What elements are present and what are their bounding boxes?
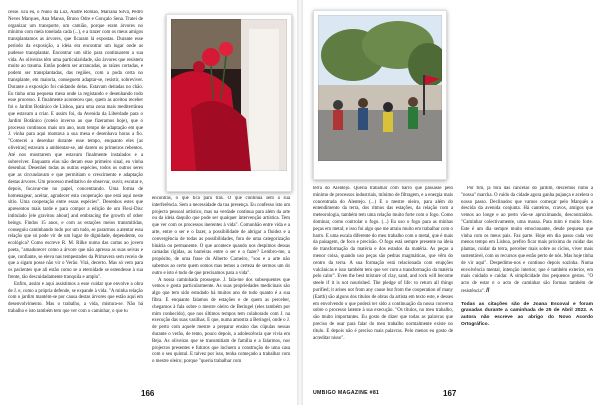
paragraph: cesse. Era eu, o Nuno da Luz, André Romão, Mariana Silva, Pedro Neves Marques, Ana Manso, Bruno Odre e Gonçalo Sena. Tratei de organizar um transporte, um camião, porque eram árvores no mínimo com meia tonelada cada (...), e a trazer com os meus amigos transplantamos as árvores, que ficaram lá expostas. Durante esse período da exposição, a ideia era encontrar um lugar onde as pudesse transplantar. Encontrar um sítio para continuarem a sua vida. As oliveiras têm uma particularidade, são árvores que resistem muito ao trauma. Então podem ser arrancadas, as raízes cortadas, e podem ser transplantadas, das regiões, com a poda certa no transplante, em maioria, conseguem adaptar-se, resistir, sobreviver. Durante a exposição foi cuidando delas. Estavam deitadas no chão. Eu tinha uma pequena mesa onde ia registando e desenhando todo esse processo. E finalmente aconteceu que, quem as aceitou receber foi o Jardim Botânico de Lisboa, para uma zona mais mediterrânea que estavam a criar. E assim foi, da Avenida da Liberdade para o Jardim Botânico (coteio inverso ao que fizeramos hoje), que o processo continuou mais um ano, num tempo de adaptação em que J. vinha para aqui montava a sua mesa e desenhava horas a fio. "Comecei a desenhar durante esse tempo, enquanto eles [as oliveiras] estavam a ambientar-se, até darem os primeiros rebentos. Até nos mostrarem que estavam finalmente instalados e a sobreviver. Enquanto elas não deram esse primeiro sinal, eu vinha desenhar. Desenhei todas as outras espécies, todos os outros seres que as circundavam e que permitiam o crescimento e adaptação destas árvores. Um processo meditativo de observar, ouvir, escutar e, depois, focavar-me no papel, concentrando. Uma forma de homenagear, aceitar, agradecer esta cooperação que está aqui neste sítio. Uma cooperação entre essas espécies". Desenhos estes que apresentou mais tarde e para compor a edição de um Flexi-Disc intitulado [ele gravitou about] and embracing the growth of other beings. Findos 15 anos, e com as estações meios transmitidas, conseguiu caminhando tudo por um tudo, se pararmos a atentar essa relação que só pode vir de um lugar de dignidade, dependente, ou ecológica? Como escreve R. M. Rilke numa das cartas ao jovem poeta, "amadurecer como a árvore que não apressa as suas seivas e que, confiante, se eleva nas tempestades da Primavera sem receio de que a sigam posse não vir o Verão. Virá, decerto. Mas só vem para os pacientes que ali estão como se a eternidade se estendesse à sua frente, tão descuidadamente tranquila e ampla". [8, 10, 143, 281]
right-page [303, 0, 600, 405]
caption: Todas as citações são de Joana Escoval e foram gravadas durante a caminhada de 25 de Abril 2022. A autora não escreve ao abrigo do Novo Acordo Ortográfico. [461, 301, 593, 327]
paragraph: terra do Alentejo. Queria trabalhar com barro que passasse pelo mínimo de processos industriais, mínimo de filtragem, e a energia mais concentrada do Alentejo. (...) E o mestre oleiro, para além do entendimento da terra, dos ritmos das estações, da relação com a meteorologia, também tem uma relação muito forte com o fogo. Como dominar, como controlar o fogo. (...) Eu uso o fogo para as minhas peças em metal; e isso foi algo que me atraiu muito em trabalhar com o barro. E uma escala diferente do meu trabalho com o metal, que é mais da paisagem, de foco e precisão. O fogo está sempre presente na ideia de transformação da matéria e dos estados da matéria. As peças a menor coisa, quando uso peças são pedras magmáticas, que vêm do centro da terra. A sua formação está relacionada com erupções vulcânicas e isso também tem que ver com a transformação da matéria pelo calor". Even the best mixture of clay, sand, and rock will become steele if it is not nourished. The pledge of life: to return all things purified; it arises not from any cause but from the cooperation of many (Earth) são alguns dos títulos de obras da artista em texto este, e desses em envolvendo o que poderá ter sido a continuação da nossa conversa sobre o processo latente à sua execução. "Os títulos, no meu trabalho, são muito importantes. Eu gosto de dizer que todas as palavras que preciso de usar para falar do meu trabalho normalmente existe no título. E depois não é preciso mais palavras. Pelo menos eu gosto de acreditar nisso". [313, 186, 453, 341]
paragraph: encontras, o que fica para trás. O que continua sem a sua interferência. Sem a necessidade da tua presença. Eu confesso isto um projecto pessoal artístico, mas na verdade continua para além da arte ou da ideia daquilo que pode ser qualquer intervenção artística. Tem que ver com os processos inerentes à vida". Comunhão entre vida e a arte, entre o ser e o fazer, a possibilidade de abrigar a fluidez e a convergência de todas as possibilidades, fora de uma categorização binária ou permanente. O que acontece quando nos despimos dessas camadas rígidas, as barreiras entre o ser e o fazer? Lembro-me, a propósito, de uma frase do Alberto Carneiro, "sou e a arte não sabemos ao certo quem somos mas temos a certeza de sermos um do outro e isto é tudo de que precisamos para a vida". [152, 196, 290, 276]
paragraph [461, 186, 593, 296]
right-photo-polaroid [313, 10, 447, 180]
right-column-1 [313, 186, 453, 384]
paragraph: A nossa caminhada prossegue. J. fala-me dos subsequentes que vemos e gosta particularmente. As suas propriedades medicinais são algo que tem sido estudado há muitos ano de tudo quanto é a sua fibra. E enquanto falamos de estações e de quem as perceber, chegamos à fala sobre o mestre oleiro de Beringel (eles também por mim conhecido), que nos últimos tempos tem colaborado com J. na execução das suas vasilhas. E que, numa amostra a Beringel, onde o J. de perto com aquele mestre a preparar ensino das cúpulas nessas durante o verão, de tento, pouco depois, a adolescência que vivia em Beja. As oliveiras que se transmitiam de família e a falarmos, nos projectos presentes e futuros que incluem a construção de uma casa com o seu quintal. E talvez por isso, tenha começado a trabalhar com o mestre oleiro; porque "queria trabalhar com [152, 277, 290, 365]
paragraph: Enfim, assim e aqui assistimos a esse cuidar que envolve a obra de J. e, como a própria defende, se expande à vida. "A minha relação com o jardim mantém-se por causa destas árvores que estão aqui em desenvolvimento. Mas o trabalho, a vida, mistura-se. Não há trabalho e isto também tem que ver com o caminhar, o que tu [8, 281, 143, 315]
crowd-trees-photo-icon [318, 15, 442, 161]
left-photo-polaroid [166, 14, 292, 192]
page-number: 166 [141, 389, 155, 398]
magazine-name: UMBIGO MAGAZINE #81 [313, 390, 380, 396]
left-page [0, 0, 297, 405]
red-carnations-photo-icon [171, 19, 287, 171]
page-number: 167 [443, 389, 457, 398]
paragraph-text: Por fim, já fora das cancelas do jardim, descemos rumo à "nossa" marcha. O ruído da cidade agora ganha pujança e acelera o nosso passo. Declinados que vamos começar pelo Marquês a descida da avenida conjunta. Há canteiros, cravos, amigos que vemos ao longe e ao perto vão-se aproximando, descontraídos. "Caminhar colectivamente, uma massa. Para mim é muito forte. Este é um dia sempre muito emocionante, desde pequena que vinha com os meus pais. Faz parte. Hoje em dia passo cada vez menos tempo em Lisboa, prefiro ficar mais próxima do cuidar das plantas, cuidar da terra, perceber mais sobre os ciclos, viver mais sustentável, com os recursos que estão perto de nós. Mas hoje tinha de vir aqui". Despedimo-nos e continuo depois sozinha. Numa envolvência mental, intenção interior, que é também exterior, em mais cuidado e cuidar. A simplicidade dos pequenos gestos. "O acto de estar e o acto de caminhar são formas também de resistência". [461, 186, 593, 294]
left-column-1 [8, 10, 143, 384]
end-mark: // [486, 287, 490, 294]
right-column-2 [461, 186, 593, 384]
left-column-2 [152, 196, 290, 384]
